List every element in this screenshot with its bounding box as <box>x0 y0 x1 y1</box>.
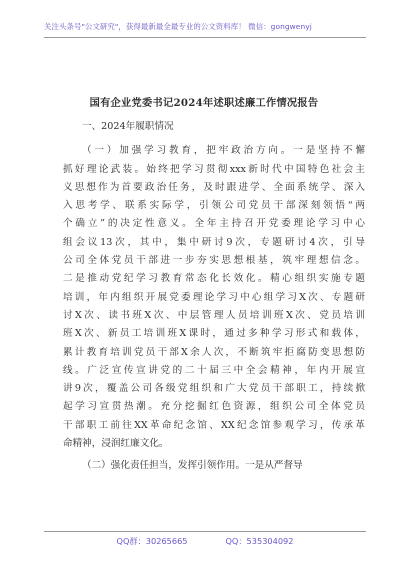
footer-divider <box>44 531 366 532</box>
paragraph-1-line: 讨X次、读书班X次、中层管理人员培训班X次、党员培训 <box>63 309 365 321</box>
header-divider <box>44 37 366 38</box>
header-note: 关注头条号"公文研究"，获得最新最全最专业的公文资料库！ 微信：gongwenyj <box>44 22 312 31</box>
paragraph-1-line: 讲9次，覆盖公司各级党组织和广大党员干部职工，持续掀 <box>63 383 365 395</box>
paragraph-1-line: 义思想作为首要政治任务，及时跟进学、全面系统学、深入 <box>63 181 365 193</box>
paragraph-2-line: （二）强化责任担当，发挥引领作用。一是从严督导 <box>82 460 303 472</box>
paragraph-1-line: 培训，年内组织开展党委理论学习中心组学习X次、专题研 <box>63 291 365 303</box>
paragraph-1-line: （一）加强学习教育，把牢政治方向。一是坚持不懈 <box>82 145 365 157</box>
document-body <box>63 118 365 476</box>
paragraph-1-line: 命精神，浸润红廉文化。 <box>63 438 169 450</box>
paragraph-1-line: 个确立”的决定性意义。全年主持召开党委理论学习中心 <box>63 218 365 230</box>
paragraph-1-line: 入思考学、联系实际学，引领公司党员干部深刻领悟“两 <box>63 200 365 212</box>
paragraph-1-line: 干部职工前往XX革命纪念馆、XX纪念馆参观学习，传承革 <box>63 419 365 431</box>
paragraph-1 <box>63 142 365 453</box>
paragraph-1-line: 累计教育培训党员干部X余人次，不断筑牢拒腐防变思想防 <box>63 346 365 358</box>
paragraph-1-line: 班X次、新员工培训班X课时，通过多种学习形式和载体， <box>63 328 365 340</box>
paragraph-1-line: 二是推动党纪学习教育常态化长效化。精心组织实施专题 <box>63 273 365 285</box>
paragraph-1-line: 公司全体党员干部进一步夯实思想根基，筑牢理想信念。 <box>63 255 365 267</box>
footer-qq-group: QQ群：30265665 <box>116 536 188 546</box>
paragraph-1-line: 抓好理论武装。始终把学习贯彻xxx新时代中国特色社会主 <box>63 163 365 175</box>
paragraph-1-line: 组会议13次，其中，集中研讨9次，专题研讨4次，引导 <box>63 236 365 248</box>
paragraph-1-line: 起学习宣贯热潮。充分挖掘红色资源，组织公司全体党员 <box>63 401 365 413</box>
footer <box>44 536 366 547</box>
document-title: 国有企业党委书记2024年述职述廉工作情况报告 <box>89 97 319 109</box>
section-heading: 一、2024年履职情况 <box>82 121 174 132</box>
paragraph-1-line: 线。广泛宣传宣讲党的二十届三中全会精神，年内开展宣 <box>63 364 365 376</box>
footer-qq: QQ：535304092 <box>225 536 294 546</box>
